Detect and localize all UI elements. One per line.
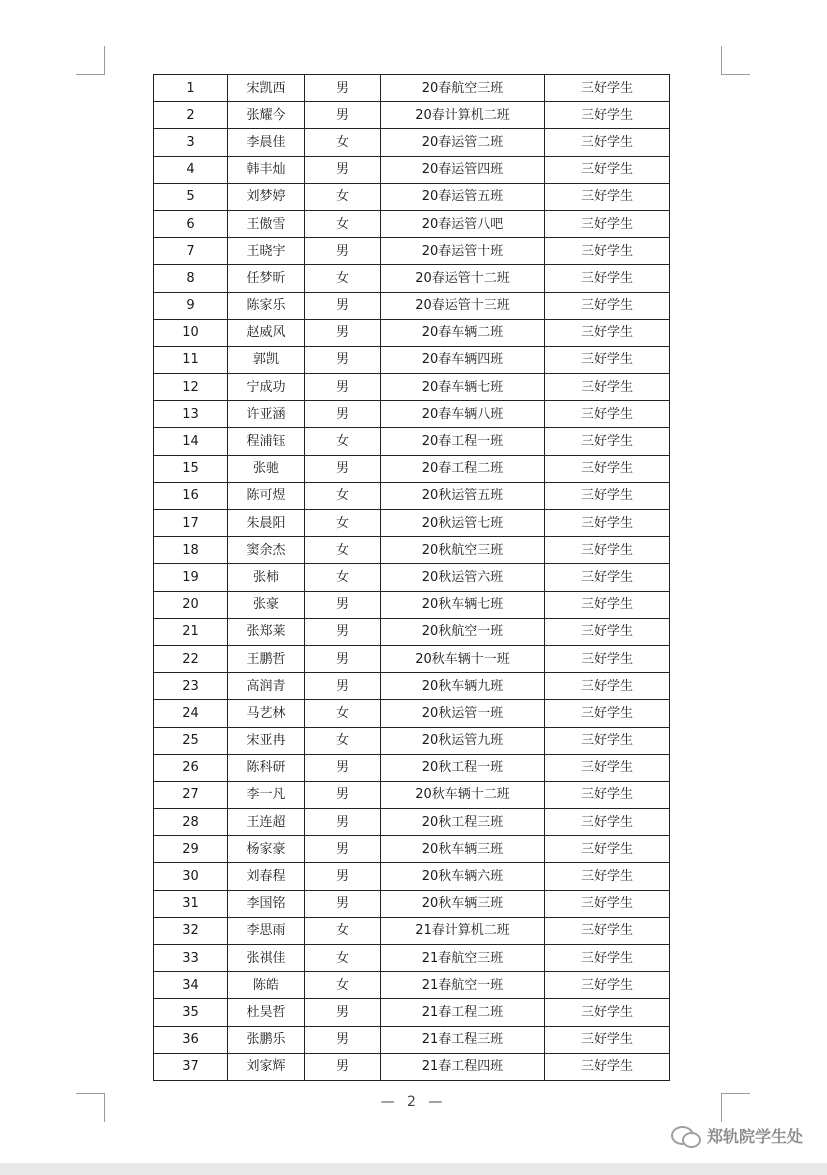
cell-award: 三好学生	[545, 564, 670, 591]
cell-name: 杨家豪	[228, 836, 305, 863]
table-row	[154, 917, 670, 944]
cell-award: 三好学生	[545, 1053, 670, 1080]
cell-class: 20春车辆二班	[381, 319, 545, 346]
cell-no: 5	[154, 183, 228, 210]
cell-name: 张柿	[228, 564, 305, 591]
cell-award: 三好学生	[545, 346, 670, 373]
cell-class: 21春计算机二班	[381, 917, 545, 944]
cell-sex: 男	[305, 890, 381, 917]
cell-class: 20秋工程一班	[381, 754, 545, 781]
cell-no: 3	[154, 129, 228, 156]
cell-no: 17	[154, 510, 228, 537]
cell-award: 三好学生	[545, 890, 670, 917]
cell-sex: 女	[305, 510, 381, 537]
table-row	[154, 972, 670, 999]
cell-award: 三好学生	[545, 265, 670, 292]
cell-sex: 男	[305, 346, 381, 373]
student-award-table-body	[154, 75, 670, 1081]
page-bottom-strip	[0, 1163, 827, 1175]
table-row	[154, 836, 670, 863]
cell-class: 20春运管十班	[381, 238, 545, 265]
table-row	[154, 945, 670, 972]
cell-award: 三好学生	[545, 455, 670, 482]
cell-name: 张鹏乐	[228, 1026, 305, 1053]
cell-award: 三好学生	[545, 537, 670, 564]
crop-mark-top-right	[721, 46, 750, 75]
cell-class: 20春运管十二班	[381, 265, 545, 292]
cell-name: 杜昊哲	[228, 999, 305, 1026]
cell-sex: 女	[305, 917, 381, 944]
cell-no: 26	[154, 754, 228, 781]
cell-sex: 男	[305, 809, 381, 836]
table-row	[154, 863, 670, 890]
cell-sex: 女	[305, 537, 381, 564]
cell-no: 18	[154, 537, 228, 564]
cell-name: 刘梦婷	[228, 183, 305, 210]
cell-sex: 女	[305, 129, 381, 156]
cell-award: 三好学生	[545, 917, 670, 944]
cell-no: 7	[154, 238, 228, 265]
cell-class: 20秋车辆九班	[381, 673, 545, 700]
table-row	[154, 754, 670, 781]
cell-sex: 女	[305, 972, 381, 999]
cell-name: 张豪	[228, 591, 305, 618]
cell-class: 20秋车辆十二班	[381, 781, 545, 808]
cell-sex: 男	[305, 863, 381, 890]
cell-sex: 男	[305, 618, 381, 645]
cell-no: 19	[154, 564, 228, 591]
cell-class: 20春工程二班	[381, 455, 545, 482]
cell-class: 20秋运管七班	[381, 510, 545, 537]
cell-award: 三好学生	[545, 75, 670, 102]
wechat-icon	[671, 1125, 701, 1147]
table-row	[154, 156, 670, 183]
cell-name: 陈家乐	[228, 292, 305, 319]
table-row	[154, 510, 670, 537]
cell-sex: 女	[305, 564, 381, 591]
cell-no: 32	[154, 917, 228, 944]
page-number: — 2 —	[380, 1094, 447, 1110]
cell-award: 三好学生	[545, 645, 670, 672]
cell-class: 20春车辆四班	[381, 346, 545, 373]
table-row	[154, 700, 670, 727]
cell-award: 三好学生	[545, 238, 670, 265]
cell-no: 25	[154, 727, 228, 754]
table-row	[154, 210, 670, 237]
cell-no: 35	[154, 999, 228, 1026]
cell-no: 15	[154, 455, 228, 482]
cell-name: 宁成功	[228, 374, 305, 401]
cell-name: 张驰	[228, 455, 305, 482]
cell-class: 20秋航空三班	[381, 537, 545, 564]
cell-name: 李晨佳	[228, 129, 305, 156]
cell-class: 20秋车辆六班	[381, 863, 545, 890]
cell-sex: 男	[305, 645, 381, 672]
table-row	[154, 781, 670, 808]
cell-award: 三好学生	[545, 781, 670, 808]
cell-class: 20春车辆七班	[381, 374, 545, 401]
cell-name: 郭凯	[228, 346, 305, 373]
cell-name: 王晓宇	[228, 238, 305, 265]
cell-sex: 男	[305, 1026, 381, 1053]
cell-class: 20秋车辆七班	[381, 591, 545, 618]
table-row	[154, 618, 670, 645]
cell-no: 37	[154, 1053, 228, 1080]
cell-class: 20秋运管六班	[381, 564, 545, 591]
cell-name: 王鹏哲	[228, 645, 305, 672]
cell-name: 窦余杰	[228, 537, 305, 564]
table-row	[154, 265, 670, 292]
cell-award: 三好学生	[545, 945, 670, 972]
cell-class: 20秋车辆三班	[381, 836, 545, 863]
cell-no: 21	[154, 618, 228, 645]
cell-award: 三好学生	[545, 1026, 670, 1053]
table-row	[154, 890, 670, 917]
cell-award: 三好学生	[545, 754, 670, 781]
cell-sex: 男	[305, 999, 381, 1026]
cell-name: 韩丰灿	[228, 156, 305, 183]
cell-sex: 男	[305, 455, 381, 482]
cell-no: 8	[154, 265, 228, 292]
cell-class: 20秋车辆三班	[381, 890, 545, 917]
cell-no: 29	[154, 836, 228, 863]
table-row	[154, 238, 670, 265]
cell-no: 20	[154, 591, 228, 618]
table-row	[154, 292, 670, 319]
table-row	[154, 1026, 670, 1053]
cell-no: 28	[154, 809, 228, 836]
cell-name: 许亚涵	[228, 401, 305, 428]
cell-name: 程浦钰	[228, 428, 305, 455]
cell-no: 22	[154, 645, 228, 672]
cell-award: 三好学生	[545, 863, 670, 890]
cell-no: 2	[154, 102, 228, 129]
cell-sex: 男	[305, 591, 381, 618]
cell-name: 王连超	[228, 809, 305, 836]
cell-sex: 女	[305, 265, 381, 292]
cell-no: 4	[154, 156, 228, 183]
cell-class: 20春运管十三班	[381, 292, 545, 319]
table-row	[154, 129, 670, 156]
cell-sex: 男	[305, 156, 381, 183]
cell-sex: 男	[305, 75, 381, 102]
cell-award: 三好学生	[545, 727, 670, 754]
account-watermark	[671, 1124, 803, 1147]
cell-class: 20秋运管五班	[381, 482, 545, 509]
table-row	[154, 591, 670, 618]
cell-sex: 男	[305, 781, 381, 808]
cell-name: 陈皓	[228, 972, 305, 999]
table-row	[154, 183, 670, 210]
crop-mark-top-left	[76, 46, 105, 75]
cell-class: 20春航空三班	[381, 75, 545, 102]
cell-award: 三好学生	[545, 401, 670, 428]
cell-award: 三好学生	[545, 972, 670, 999]
cell-award: 三好学生	[545, 292, 670, 319]
cell-no: 36	[154, 1026, 228, 1053]
cell-class: 20春运管二班	[381, 129, 545, 156]
watermark-text: 郑轨院学生处	[706, 1127, 803, 1146]
cell-class: 20秋工程三班	[381, 809, 545, 836]
cell-name: 马艺林	[228, 700, 305, 727]
table-row	[154, 374, 670, 401]
cell-sex: 男	[305, 836, 381, 863]
table-row	[154, 102, 670, 129]
cell-name: 张郑莱	[228, 618, 305, 645]
cell-sex: 男	[305, 754, 381, 781]
cell-no: 27	[154, 781, 228, 808]
table-row	[154, 428, 670, 455]
cell-name: 宋亚冉	[228, 727, 305, 754]
cell-class: 20春计算机二班	[381, 102, 545, 129]
cell-sex: 男	[305, 401, 381, 428]
table-row	[154, 346, 670, 373]
cell-name: 刘家辉	[228, 1053, 305, 1080]
cell-class: 20春工程一班	[381, 428, 545, 455]
cell-name: 王傲雪	[228, 210, 305, 237]
cell-award: 三好学生	[545, 183, 670, 210]
cell-award: 三好学生	[545, 591, 670, 618]
student-award-table	[153, 74, 670, 1081]
cell-no: 14	[154, 428, 228, 455]
cell-name: 宋凯西	[228, 75, 305, 102]
cell-name: 李国铭	[228, 890, 305, 917]
cell-no: 31	[154, 890, 228, 917]
cell-sex: 女	[305, 210, 381, 237]
cell-no: 23	[154, 673, 228, 700]
cell-sex: 女	[305, 727, 381, 754]
cell-class: 20秋车辆十一班	[381, 645, 545, 672]
cell-class: 21春航空三班	[381, 945, 545, 972]
cell-name: 张耀今	[228, 102, 305, 129]
cell-name: 赵威风	[228, 319, 305, 346]
cell-no: 30	[154, 863, 228, 890]
cell-no: 13	[154, 401, 228, 428]
cell-name: 高润青	[228, 673, 305, 700]
table-row	[154, 75, 670, 102]
table-row	[154, 564, 670, 591]
cell-no: 24	[154, 700, 228, 727]
cell-no: 10	[154, 319, 228, 346]
cell-class: 20春车辆八班	[381, 401, 545, 428]
cell-sex: 男	[305, 238, 381, 265]
table-row	[154, 809, 670, 836]
cell-name: 李思雨	[228, 917, 305, 944]
cell-sex: 男	[305, 102, 381, 129]
cell-no: 6	[154, 210, 228, 237]
cell-sex: 男	[305, 292, 381, 319]
cell-award: 三好学生	[545, 210, 670, 237]
cell-name: 陈科研	[228, 754, 305, 781]
cell-award: 三好学生	[545, 482, 670, 509]
table-row	[154, 999, 670, 1026]
cell-sex: 男	[305, 1053, 381, 1080]
cell-class: 21春工程二班	[381, 999, 545, 1026]
cell-class: 20秋运管一班	[381, 700, 545, 727]
cell-class: 20春运管五班	[381, 183, 545, 210]
cell-sex: 男	[305, 374, 381, 401]
table-row	[154, 537, 670, 564]
table-row	[154, 1053, 670, 1080]
cell-class: 21春工程三班	[381, 1026, 545, 1053]
cell-name: 李一凡	[228, 781, 305, 808]
cell-name: 陈可煜	[228, 482, 305, 509]
cell-name: 朱晨阳	[228, 510, 305, 537]
cell-award: 三好学生	[545, 618, 670, 645]
cell-class: 20春运管四班	[381, 156, 545, 183]
cell-no: 11	[154, 346, 228, 373]
cell-no: 9	[154, 292, 228, 319]
table-row	[154, 727, 670, 754]
cell-sex: 女	[305, 945, 381, 972]
cell-no: 16	[154, 482, 228, 509]
cell-award: 三好学生	[545, 999, 670, 1026]
cell-sex: 男	[305, 319, 381, 346]
cell-award: 三好学生	[545, 510, 670, 537]
cell-award: 三好学生	[545, 102, 670, 129]
cell-award: 三好学生	[545, 374, 670, 401]
cell-name: 张祺佳	[228, 945, 305, 972]
cell-sex: 女	[305, 428, 381, 455]
cell-class: 21春航空一班	[381, 972, 545, 999]
cell-award: 三好学生	[545, 129, 670, 156]
cell-award: 三好学生	[545, 809, 670, 836]
cell-class: 21春工程四班	[381, 1053, 545, 1080]
cell-class: 20春运管八吧	[381, 210, 545, 237]
cell-sex: 女	[305, 183, 381, 210]
cell-no: 1	[154, 75, 228, 102]
cell-award: 三好学生	[545, 156, 670, 183]
table-row	[154, 482, 670, 509]
cell-sex: 女	[305, 482, 381, 509]
table-row	[154, 673, 670, 700]
cell-award: 三好学生	[545, 673, 670, 700]
cell-no: 33	[154, 945, 228, 972]
cell-no: 34	[154, 972, 228, 999]
table-row	[154, 319, 670, 346]
cell-class: 20秋航空一班	[381, 618, 545, 645]
cell-name: 任梦昕	[228, 265, 305, 292]
table-row	[154, 455, 670, 482]
cell-no: 12	[154, 374, 228, 401]
cell-class: 20秋运管九班	[381, 727, 545, 754]
table-row	[154, 645, 670, 672]
cell-sex: 男	[305, 673, 381, 700]
cell-award: 三好学生	[545, 428, 670, 455]
cell-award: 三好学生	[545, 836, 670, 863]
cell-sex: 女	[305, 700, 381, 727]
table-row	[154, 401, 670, 428]
cell-name: 刘春程	[228, 863, 305, 890]
cell-award: 三好学生	[545, 319, 670, 346]
cell-award: 三好学生	[545, 700, 670, 727]
